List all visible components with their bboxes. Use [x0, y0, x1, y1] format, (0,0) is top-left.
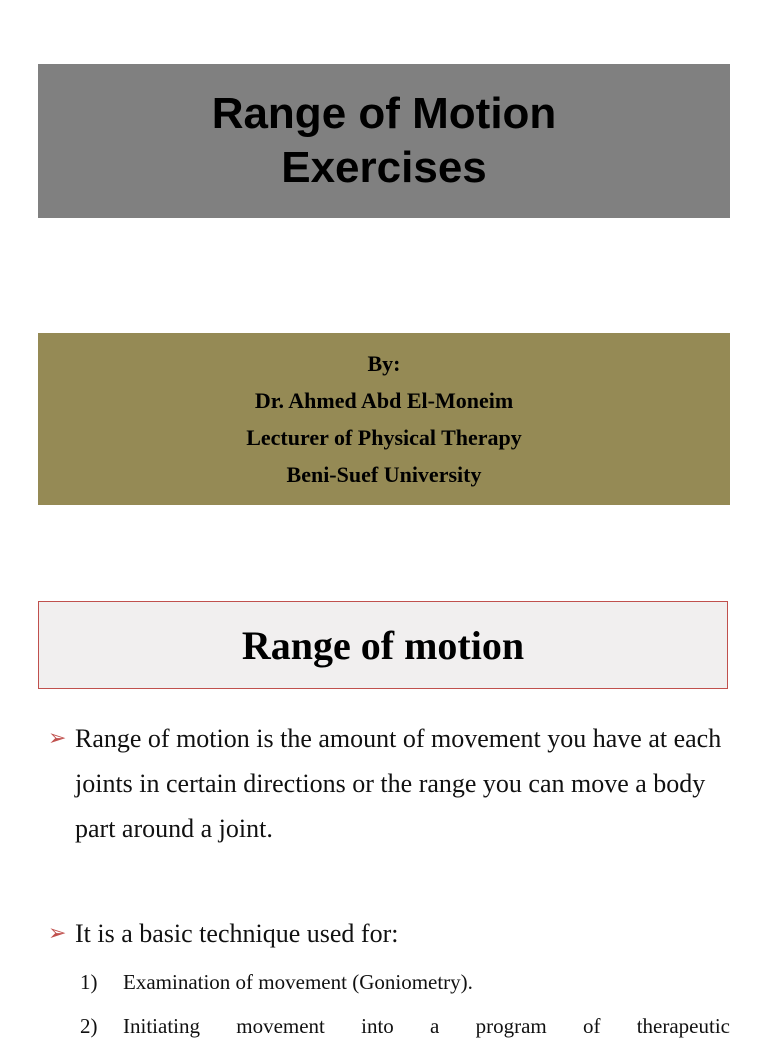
item-number: 2) [80, 1014, 98, 1038]
author-position: Lecturer of Physical Therapy [246, 425, 522, 450]
bullet-text: It is a basic technique used for: [75, 919, 399, 948]
bullet-text: Range of motion is the amount of movement you have at each joints in certain directions or the range you can move a body part around a joint. [75, 724, 722, 843]
section-heading: Range of motion [241, 622, 525, 668]
bullet-item [48, 911, 728, 956]
author-university: Beni-Suef University [286, 462, 482, 487]
numbered-item [80, 1011, 730, 1041]
section-heading-box [38, 601, 728, 689]
item-text: Examination of movement (Goniometry). [123, 970, 473, 994]
title-banner [38, 64, 730, 218]
numbered-item [80, 967, 730, 997]
author-by: By: [367, 351, 401, 376]
title-line-1: Range of Motion [211, 89, 557, 138]
author-banner [38, 333, 730, 505]
arrow-bullet-icon: ➢ [48, 921, 67, 946]
bullet-item [48, 716, 728, 851]
arrow-bullet-icon: ➢ [48, 726, 67, 751]
author-name: Dr. Ahmed Abd El-Moneim [254, 388, 514, 413]
item-text: Initiating movement into a program of therapeutic [123, 1014, 730, 1038]
title-line-2: Exercises [281, 143, 487, 192]
item-number: 1) [80, 970, 98, 994]
